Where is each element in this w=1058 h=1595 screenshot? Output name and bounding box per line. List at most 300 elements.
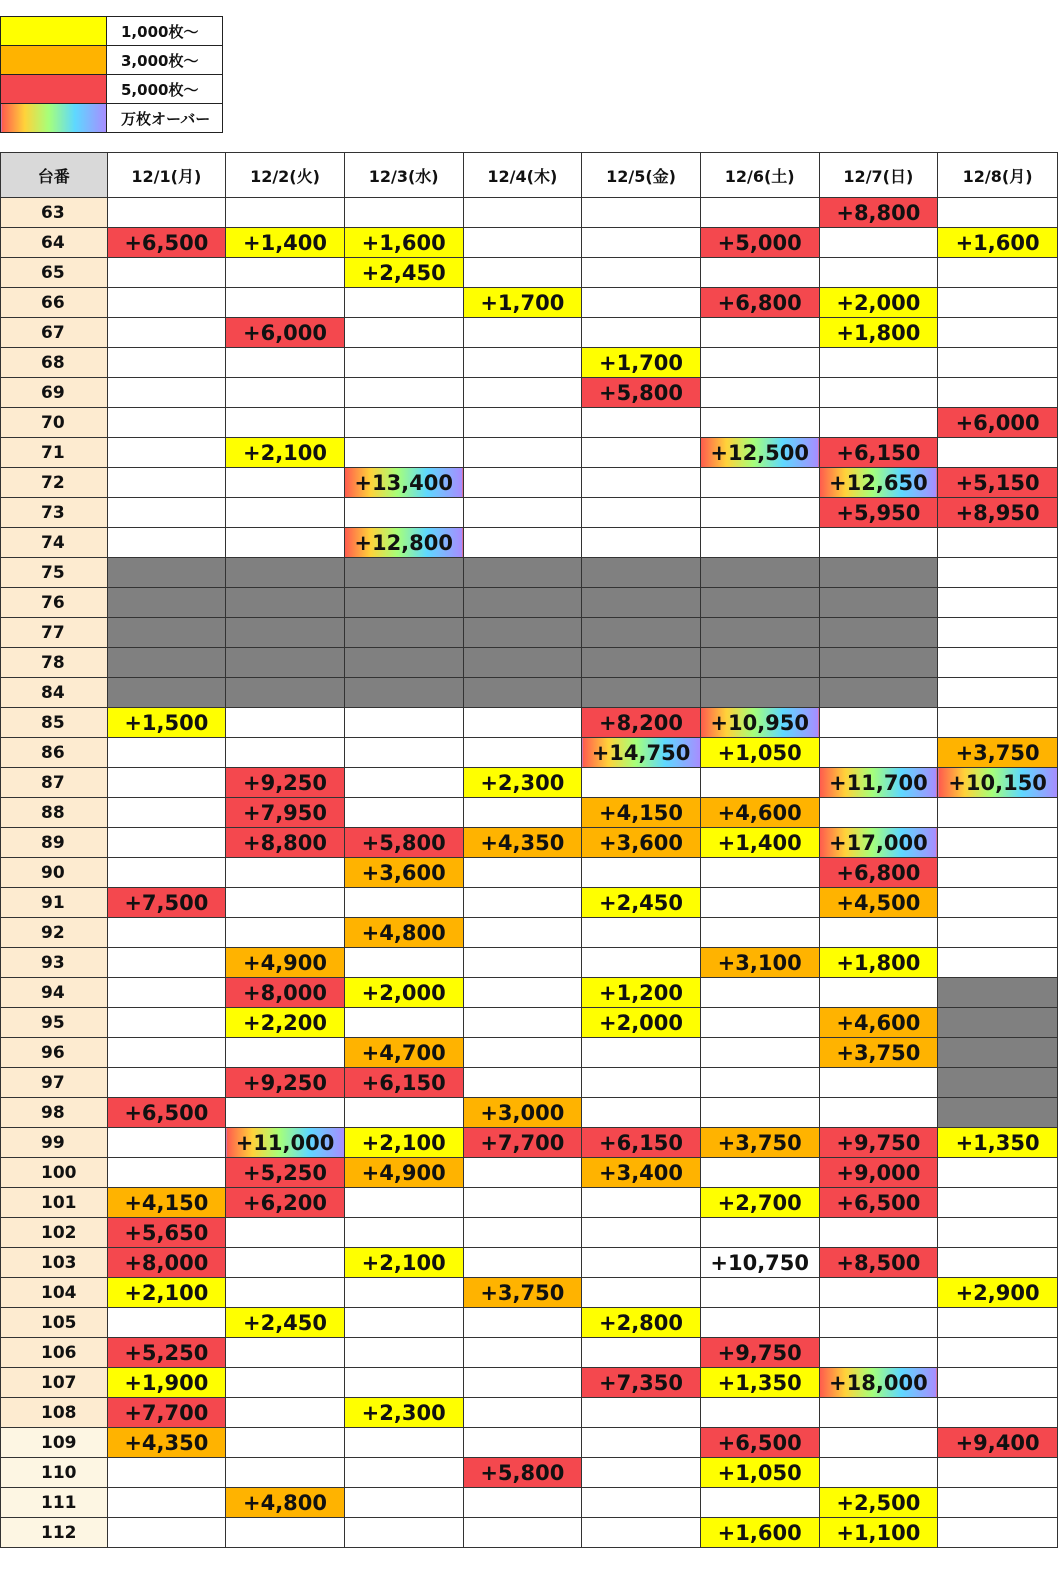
- payout-cell: [226, 1428, 345, 1458]
- machine-number: 95: [1, 1008, 108, 1038]
- table-row: [1, 1488, 1058, 1518]
- payout-cell: +5,950: [819, 498, 938, 528]
- payout-cell: +4,800: [344, 918, 463, 948]
- payout-cell: [700, 348, 819, 378]
- closed-cell: [107, 678, 226, 708]
- table-row: [1, 918, 1058, 948]
- payout-cell: [938, 1308, 1058, 1338]
- table-row: [1, 1128, 1058, 1158]
- payout-cell: [463, 1308, 582, 1338]
- closed-cell: [226, 618, 345, 648]
- closed-cell: [107, 648, 226, 678]
- legend-swatch: [1, 75, 107, 104]
- payout-cell: [463, 498, 582, 528]
- payout-cell: [463, 918, 582, 948]
- date-header: 12/6(土): [700, 153, 819, 198]
- closed-cell: [344, 678, 463, 708]
- payout-cell: [344, 1518, 463, 1548]
- payout-cell: [819, 1098, 938, 1128]
- payout-cell: [582, 468, 701, 498]
- machine-number: 97: [1, 1068, 108, 1098]
- payout-cell: +3,750: [819, 1038, 938, 1068]
- payout-cell: [226, 1518, 345, 1548]
- machine-number: 90: [1, 858, 108, 888]
- table-row: [1, 1218, 1058, 1248]
- payout-cell: [819, 1068, 938, 1098]
- payout-cell: [107, 1308, 226, 1338]
- machine-number: 89: [1, 828, 108, 858]
- payout-cell: [226, 348, 345, 378]
- payout-cell: [107, 858, 226, 888]
- payout-cell: [938, 918, 1058, 948]
- payout-cell: [226, 888, 345, 918]
- payout-cell: +9,400: [938, 1428, 1058, 1458]
- payout-cell: [582, 1098, 701, 1128]
- payout-cell: [107, 768, 226, 798]
- payout-cell: [226, 1398, 345, 1428]
- payout-cell: [463, 408, 582, 438]
- payout-cell: [463, 348, 582, 378]
- legend: [0, 16, 223, 133]
- payout-cell: [819, 1428, 938, 1458]
- table-row: [1, 1308, 1058, 1338]
- payout-cell: [938, 558, 1058, 588]
- payout-cell: +2,300: [463, 768, 582, 798]
- payout-cell: +4,350: [463, 828, 582, 858]
- payout-cell: [226, 1338, 345, 1368]
- payout-cell: +1,400: [700, 828, 819, 858]
- payout-cell: [226, 468, 345, 498]
- payout-cell: +11,000: [226, 1128, 345, 1158]
- table-row: [1, 948, 1058, 978]
- payout-cell: +17,000: [819, 828, 938, 858]
- payout-cell: +5,150: [938, 468, 1058, 498]
- machine-number: 111: [1, 1488, 108, 1518]
- payout-cell: [107, 258, 226, 288]
- table-row: [1, 978, 1058, 1008]
- payout-cell: [463, 1158, 582, 1188]
- payout-cell: [938, 258, 1058, 288]
- table-row: [1, 618, 1058, 648]
- payout-cell: [582, 198, 701, 228]
- payout-cell: [700, 378, 819, 408]
- payout-cell: [344, 1098, 463, 1128]
- corner-header: 台番: [1, 153, 108, 198]
- payout-cell: [344, 1428, 463, 1458]
- payout-cell: [344, 378, 463, 408]
- payout-cell: [107, 348, 226, 378]
- payout-cell: [463, 1008, 582, 1038]
- payout-cell: +7,350: [582, 1368, 701, 1398]
- payout-cell: +4,800: [226, 1488, 345, 1518]
- closed-cell: [226, 588, 345, 618]
- machine-number: 105: [1, 1308, 108, 1338]
- closed-cell: [463, 618, 582, 648]
- payout-cell: [344, 768, 463, 798]
- payout-cell: [582, 1458, 701, 1488]
- payout-cell: [582, 1488, 701, 1518]
- payout-cell: [582, 1248, 701, 1278]
- payout-cell: +3,100: [700, 948, 819, 978]
- payout-cell: +1,500: [107, 708, 226, 738]
- table-row: [1, 1278, 1058, 1308]
- payout-cell: +6,000: [226, 318, 345, 348]
- machine-number: 96: [1, 1038, 108, 1068]
- table-row: [1, 888, 1058, 918]
- payout-cell: +8,950: [938, 498, 1058, 528]
- payout-cell: [819, 528, 938, 558]
- machine-number: 67: [1, 318, 108, 348]
- table-row: [1, 738, 1058, 768]
- payout-cell: [463, 1368, 582, 1398]
- machine-number: 78: [1, 648, 108, 678]
- table-row: [1, 858, 1058, 888]
- machine-number: 107: [1, 1368, 108, 1398]
- machine-number: 69: [1, 378, 108, 408]
- payout-cell: [463, 468, 582, 498]
- payout-cell: [938, 1188, 1058, 1218]
- closed-cell: [582, 618, 701, 648]
- payout-cell: [582, 228, 701, 258]
- payout-cell: +3,750: [463, 1278, 582, 1308]
- payout-cell: [582, 408, 701, 438]
- table-row: [1, 828, 1058, 858]
- closed-cell: [344, 588, 463, 618]
- payout-cell: +6,800: [819, 858, 938, 888]
- payout-cell: [463, 378, 582, 408]
- payout-cell: +4,600: [819, 1008, 938, 1038]
- closed-cell: [819, 588, 938, 618]
- payout-cell: [344, 498, 463, 528]
- legend-label: 1,000枚〜: [107, 17, 223, 46]
- payout-cell: [344, 438, 463, 468]
- payout-cell: [582, 1278, 701, 1308]
- payout-cell: +2,450: [582, 888, 701, 918]
- payout-cell: [344, 1218, 463, 1248]
- payout-cell: [463, 1428, 582, 1458]
- table-row: [1, 348, 1058, 378]
- payout-cell: +6,200: [226, 1188, 345, 1218]
- payout-cell: +12,650: [819, 468, 938, 498]
- closed-cell: [463, 588, 582, 618]
- payout-cell: +3,600: [344, 858, 463, 888]
- payout-cell: +2,000: [582, 1008, 701, 1038]
- payout-cell: [226, 1098, 345, 1128]
- payout-cell: +2,000: [819, 288, 938, 318]
- machine-number: 106: [1, 1338, 108, 1368]
- payout-cell: +7,500: [107, 888, 226, 918]
- payout-cell: [344, 738, 463, 768]
- date-header: 12/7(日): [819, 153, 938, 198]
- payout-cell: [463, 858, 582, 888]
- payout-cell: [107, 1038, 226, 1068]
- table-row: [1, 528, 1058, 558]
- payout-cell: +8,500: [819, 1248, 938, 1278]
- payout-cell: [938, 648, 1058, 678]
- payout-cell: [938, 318, 1058, 348]
- payout-cell: +6,150: [819, 438, 938, 468]
- payout-cell: [107, 498, 226, 528]
- legend-swatch: [1, 17, 107, 46]
- payout-cell: [700, 408, 819, 438]
- machine-number: 101: [1, 1188, 108, 1218]
- payout-cell: [107, 1158, 226, 1188]
- table-row: [1, 588, 1058, 618]
- payout-cell: +3,750: [938, 738, 1058, 768]
- payout-cell: +5,800: [463, 1458, 582, 1488]
- payout-cell: +3,000: [463, 1098, 582, 1128]
- payout-cell: [107, 918, 226, 948]
- payout-cell: +2,100: [344, 1128, 463, 1158]
- payout-cell: [463, 258, 582, 288]
- closed-cell: [226, 558, 345, 588]
- closed-cell: [700, 588, 819, 618]
- payout-cell: [226, 738, 345, 768]
- legend-row: [1, 17, 223, 46]
- closed-cell: [463, 648, 582, 678]
- payout-cell: [226, 408, 345, 438]
- machine-number: 102: [1, 1218, 108, 1248]
- payout-cell: [819, 228, 938, 258]
- payout-cell: [463, 1248, 582, 1278]
- payout-cell: [226, 378, 345, 408]
- machine-number: 65: [1, 258, 108, 288]
- date-header: 12/1(月): [107, 153, 226, 198]
- payout-cell: [700, 1008, 819, 1038]
- table-row: [1, 1068, 1058, 1098]
- payout-cell: [463, 438, 582, 468]
- payout-cell: [938, 1218, 1058, 1248]
- machine-number: 63: [1, 198, 108, 228]
- payout-cell: [582, 438, 701, 468]
- payout-cell: [107, 1458, 226, 1488]
- payout-cell: +2,200: [226, 1008, 345, 1038]
- payout-cell: +1,800: [819, 948, 938, 978]
- closed-cell: [463, 678, 582, 708]
- payout-cell: [700, 1038, 819, 1068]
- payout-cell: [463, 978, 582, 1008]
- payout-cell: +4,900: [226, 948, 345, 978]
- payout-cell: [700, 258, 819, 288]
- payout-cell: +1,400: [226, 228, 345, 258]
- table-row: [1, 228, 1058, 258]
- payout-cell: [107, 528, 226, 558]
- payout-cell: [938, 618, 1058, 648]
- table-row: [1, 1458, 1058, 1488]
- payout-cell: +2,300: [344, 1398, 463, 1428]
- machine-number: 77: [1, 618, 108, 648]
- machine-number: 104: [1, 1278, 108, 1308]
- table-row: [1, 1338, 1058, 1368]
- table-row: [1, 1398, 1058, 1428]
- payout-cell: +2,100: [344, 1248, 463, 1278]
- machine-number: 92: [1, 918, 108, 948]
- payout-cell: [226, 1368, 345, 1398]
- closed-cell: [819, 558, 938, 588]
- payout-cell: +1,050: [700, 1458, 819, 1488]
- machine-number: 68: [1, 348, 108, 378]
- payout-cell: +13,400: [344, 468, 463, 498]
- payout-cell: [819, 798, 938, 828]
- payout-cell: +6,150: [344, 1068, 463, 1098]
- date-header: 12/3(水): [344, 153, 463, 198]
- machine-number: 86: [1, 738, 108, 768]
- payout-cell: [938, 588, 1058, 618]
- payout-cell: +6,150: [582, 1128, 701, 1158]
- payout-cell: [463, 198, 582, 228]
- payout-cell: +10,150: [938, 768, 1058, 798]
- payout-cell: [700, 858, 819, 888]
- payout-cell: +9,250: [226, 768, 345, 798]
- payout-cell: [226, 1458, 345, 1488]
- table-row: [1, 1368, 1058, 1398]
- payout-cell: +4,600: [700, 798, 819, 828]
- machine-number: 87: [1, 768, 108, 798]
- payout-cell: +14,750: [582, 738, 701, 768]
- closed-cell: [819, 678, 938, 708]
- payout-cell: [819, 258, 938, 288]
- closed-cell: [700, 618, 819, 648]
- closed-cell: [344, 618, 463, 648]
- payout-cell: +6,500: [107, 228, 226, 258]
- closed-cell: [582, 678, 701, 708]
- payout-cell: [344, 1338, 463, 1368]
- closed-cell: [938, 1068, 1058, 1098]
- payout-cell: [582, 258, 701, 288]
- payout-cell: [226, 858, 345, 888]
- closed-cell: [819, 648, 938, 678]
- payout-cell: [226, 198, 345, 228]
- table-row: [1, 798, 1058, 828]
- payout-cell: +7,700: [107, 1398, 226, 1428]
- machine-number: 103: [1, 1248, 108, 1278]
- payout-table: [0, 152, 1058, 1548]
- payout-cell: +1,800: [819, 318, 938, 348]
- payout-cell: [938, 858, 1058, 888]
- payout-cell: +18,000: [819, 1368, 938, 1398]
- payout-cell: +6,500: [819, 1188, 938, 1218]
- payout-cell: +2,000: [344, 978, 463, 1008]
- payout-cell: [582, 1218, 701, 1248]
- payout-cell: [226, 288, 345, 318]
- payout-cell: [463, 1038, 582, 1068]
- payout-cell: +12,500: [700, 438, 819, 468]
- payout-cell: [582, 1068, 701, 1098]
- payout-cell: [819, 1338, 938, 1368]
- payout-cell: [938, 348, 1058, 378]
- payout-cell: +1,050: [700, 738, 819, 768]
- machine-number: 110: [1, 1458, 108, 1488]
- table-row: [1, 1428, 1058, 1458]
- payout-cell: [107, 828, 226, 858]
- payout-cell: [463, 888, 582, 918]
- payout-cell: [700, 918, 819, 948]
- machine-number: 70: [1, 408, 108, 438]
- payout-cell: +5,800: [344, 828, 463, 858]
- payout-cell: +5,650: [107, 1218, 226, 1248]
- payout-cell: +3,750: [700, 1128, 819, 1158]
- payout-cell: [700, 1098, 819, 1128]
- payout-cell: [344, 408, 463, 438]
- payout-cell: [700, 468, 819, 498]
- table-row: [1, 678, 1058, 708]
- payout-cell: +2,100: [226, 438, 345, 468]
- payout-cell: [344, 1488, 463, 1518]
- table-row: [1, 1158, 1058, 1188]
- date-header: 12/8(月): [938, 153, 1058, 198]
- machine-number: 112: [1, 1518, 108, 1548]
- payout-cell: [344, 1368, 463, 1398]
- closed-cell: [819, 618, 938, 648]
- payout-cell: [226, 1218, 345, 1248]
- payout-cell: [226, 258, 345, 288]
- date-header: 12/5(金): [582, 153, 701, 198]
- machine-number: 73: [1, 498, 108, 528]
- machine-number: 108: [1, 1398, 108, 1428]
- date-header: 12/4(木): [463, 153, 582, 198]
- payout-cell: +1,100: [819, 1518, 938, 1548]
- payout-cell: [700, 1398, 819, 1428]
- payout-cell: [938, 1518, 1058, 1548]
- payout-cell: [344, 1008, 463, 1038]
- closed-cell: [700, 648, 819, 678]
- table-row: [1, 1008, 1058, 1038]
- payout-cell: [344, 1458, 463, 1488]
- closed-cell: [938, 978, 1058, 1008]
- payout-cell: +10,950: [700, 708, 819, 738]
- payout-cell: [938, 948, 1058, 978]
- legend-label: 5,000枚〜: [107, 75, 223, 104]
- legend-row: [1, 46, 223, 75]
- payout-cell: +4,150: [582, 798, 701, 828]
- table-row: [1, 648, 1058, 678]
- closed-cell: [582, 648, 701, 678]
- payout-cell: [107, 978, 226, 1008]
- table-row: [1, 318, 1058, 348]
- payout-cell: [819, 978, 938, 1008]
- table-row: [1, 708, 1058, 738]
- payout-cell: +5,250: [226, 1158, 345, 1188]
- machine-number: 72: [1, 468, 108, 498]
- payout-cell: [463, 1338, 582, 1368]
- payout-cell: +3,600: [582, 828, 701, 858]
- table-row: [1, 558, 1058, 588]
- payout-cell: [344, 1278, 463, 1308]
- payout-cell: [463, 1068, 582, 1098]
- payout-cell: [582, 1338, 701, 1368]
- payout-cell: +1,350: [938, 1128, 1058, 1158]
- payout-cell: [344, 798, 463, 828]
- payout-cell: [463, 948, 582, 978]
- payout-cell: [700, 1308, 819, 1338]
- payout-cell: +2,450: [344, 258, 463, 288]
- legend-swatch: [1, 104, 107, 133]
- payout-cell: [107, 198, 226, 228]
- payout-cell: [819, 738, 938, 768]
- payout-cell: [938, 678, 1058, 708]
- payout-cell: [582, 768, 701, 798]
- table-row: [1, 468, 1058, 498]
- payout-cell: [582, 528, 701, 558]
- payout-cell: +10,750: [700, 1248, 819, 1278]
- closed-cell: [107, 588, 226, 618]
- payout-cell: [938, 1338, 1058, 1368]
- closed-cell: [700, 558, 819, 588]
- payout-cell: [226, 528, 345, 558]
- closed-cell: [107, 618, 226, 648]
- table-row: [1, 258, 1058, 288]
- payout-cell: +2,800: [582, 1308, 701, 1338]
